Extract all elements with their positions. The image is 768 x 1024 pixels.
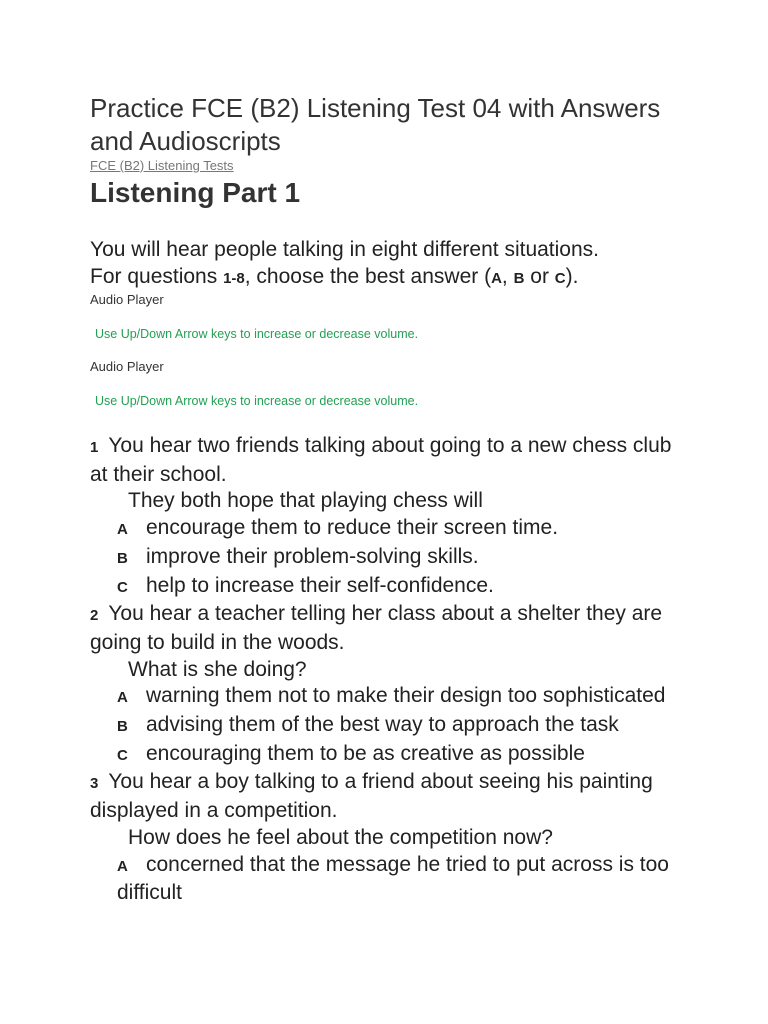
question-prompt xyxy=(90,769,690,824)
option-c[interactable] xyxy=(90,741,690,770)
breadcrumb-link[interactable]: FCE (B2) Listening Tests xyxy=(90,158,234,173)
option-b[interactable] xyxy=(90,712,690,741)
option-a[interactable] xyxy=(90,852,690,907)
option-letter: C xyxy=(117,578,128,596)
intro-or: or xyxy=(524,265,555,288)
option-letter: A xyxy=(117,857,128,875)
audio-player-1[interactable] xyxy=(90,292,690,342)
page-title: Practice FCE (B2) Listening Test 04 with Answers and Audioscripts xyxy=(90,93,661,156)
question-prompt-text: You hear two friends talking about going to a new chess club at their school. xyxy=(90,434,672,486)
option-text: warning them not to make their design too sophisticated xyxy=(146,684,666,708)
option-text: encouraging them to be as creative as possible xyxy=(146,741,585,765)
option-text: improve their problem-solving skills. xyxy=(146,544,479,568)
question-3 xyxy=(90,769,690,907)
audio-volume-hint: Use Up/Down Arrow keys to increase or decrease volume. xyxy=(95,394,419,408)
question-number: 2 xyxy=(90,607,99,625)
intro-end: ). xyxy=(565,265,579,288)
option-a[interactable] xyxy=(90,515,690,544)
intro-comma: , xyxy=(501,265,514,288)
option-letter: B xyxy=(117,549,128,567)
intro-prefix: For questions xyxy=(90,265,224,288)
option-letter: A xyxy=(117,521,128,539)
question-prompt-text: You hear a boy talking to a friend about seeing his painting displayed in a competition. xyxy=(90,770,653,823)
question-number: 3 xyxy=(90,775,99,793)
document-page xyxy=(90,92,690,907)
question-stem: They both hope that playing chess will xyxy=(128,489,483,513)
option-letter: C xyxy=(117,746,128,764)
option-letter: B xyxy=(117,718,128,736)
question-number: 1 xyxy=(90,439,99,456)
option-b[interactable] xyxy=(90,544,690,573)
intro-option-c: C xyxy=(554,270,566,287)
audio-player-2[interactable] xyxy=(90,359,690,409)
intro-range: 1-8 xyxy=(223,270,245,287)
question-stem: How does he feel about the competition now? xyxy=(128,825,553,849)
intro-line-2 xyxy=(90,263,690,292)
question-prompt xyxy=(90,433,690,488)
question-1 xyxy=(90,433,690,601)
option-text: concerned that the message he tried to put across is too difficult xyxy=(117,852,669,905)
audio-volume-hint: Use Up/Down Arrow keys to increase or decrease volume. xyxy=(95,327,419,341)
option-a[interactable] xyxy=(90,683,690,712)
intro-line-1: You will hear people talking in eight different situations. xyxy=(90,238,600,261)
section-title: Listening Part 1 xyxy=(90,177,301,208)
option-text: advising them of the best way to approach the task xyxy=(146,713,619,737)
option-letter: A xyxy=(117,689,128,707)
audio-player-label: Audio Player xyxy=(90,292,164,307)
option-text: encourage them to reduce their screen time. xyxy=(146,516,559,540)
audio-player-label: Audio Player xyxy=(90,359,164,374)
question-list xyxy=(90,433,690,907)
question-prompt xyxy=(90,601,690,656)
intro-mid: , choose the best answer ( xyxy=(244,265,492,288)
question-prompt-text: You hear a teacher telling her class about a shelter they are going to build in the woods. xyxy=(90,602,663,654)
option-text: help to increase their self-confidence. xyxy=(146,573,494,597)
section-intro xyxy=(90,236,690,292)
option-c[interactable] xyxy=(90,573,690,602)
question-2 xyxy=(90,601,690,769)
intro-option-a: A xyxy=(491,270,502,287)
question-stem: What is she doing? xyxy=(128,657,307,681)
intro-option-b: B xyxy=(513,270,525,287)
